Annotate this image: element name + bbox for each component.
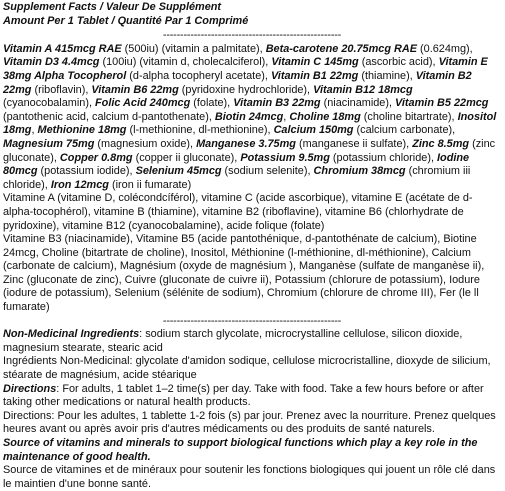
ingredient-name: Vitamin B1 22mg — [270, 69, 359, 82]
ingredient-name: Chromium 38mcg — [313, 165, 406, 178]
ingredient-name: Vitamin C 145mg — [271, 56, 359, 69]
ingredient-detail: , — [31, 124, 38, 137]
ingredient-name: Vitamin B3 22mg — [233, 97, 321, 110]
ingredient-name: Beta-carotene 20.75mcg RAE — [265, 42, 418, 55]
ingredient-detail: (iron ii fumarate) — [108, 178, 192, 191]
non-medicinal-french: Ingrédients Non-Medicinal: glycolate d'amidon sodique, cellulose microcristalline, dioxyde de silicium, stéarate de magnésium, acide stéarique — [3, 355, 491, 382]
ingredient-name: Zinc 8.5mg — [412, 137, 470, 150]
directions-english — [3, 383, 501, 410]
ingredient-detail: (500iu) (vitamin a palmitate), — [121, 42, 266, 55]
ingredient-detail: (pyridoxine hydrochloride), — [178, 83, 314, 96]
ingredient-name: Selenium 45mcg — [135, 165, 222, 178]
non-medicinal-text: : sodium starch glycolate, microcrystalline cellulose, silicon dioxide, magnesium stearate, stearic acid — [3, 328, 463, 354]
ingredient-detail: (potassium chloride), — [329, 151, 438, 164]
ingredient-name: Vitamin B6 22mg — [91, 83, 179, 96]
directions-label: Directions — [3, 382, 57, 395]
ingredient-detail: (manganese ii sulfate), — [295, 137, 413, 150]
ingredient-detail: (potassium iodide), — [37, 165, 136, 178]
ingredient-name: Iodine 80mcg — [3, 151, 470, 178]
ingredient-detail: (l-methionine, dl-methionine), — [126, 124, 274, 137]
divider-line-2: ---------------------------------------------------- — [162, 314, 342, 327]
directions-text: : For adults, 1 tablet 1–2 time(s) per day. Take with food. Take a few hours before or after taking other medications or natural health products. — [3, 382, 484, 409]
ingredient-name: Manganese 3.75mg — [196, 137, 296, 150]
ingredient-detail: (folate), — [190, 97, 234, 110]
directions-french: Directions: Pour les adultes, 1 tablette 1-2 fois (s) par jour. Prenez avec la nourriture. Prenez quelques heures avant ou après avoir pris d'autres médicaments ou des produits de santé naturels. — [3, 409, 496, 436]
ingredient-name: Iron 12mcg — [50, 178, 109, 191]
health-claim-english: Source of vitamins and minerals to support biological functions which play a key role in the maintenance of good health. — [3, 437, 478, 463]
ingredient-detail: (chromium iii chloride), — [3, 165, 471, 191]
ingredients-english — [3, 43, 501, 193]
ingredient-name: Inositol 18mg — [3, 110, 497, 137]
ingredient-name: Vitamin A 415mcg RAE — [3, 42, 122, 55]
ingredient-name: Vitamin E 38mg Alpha Tocopherol — [3, 56, 488, 82]
ingredient-name: Biotin 24mcg — [214, 110, 284, 123]
ingredient-detail: (zinc gluconate), — [3, 137, 496, 164]
ingredient-detail: (copper ii gluconate), — [132, 151, 241, 164]
ingredient-detail: (choline bitartrate), — [360, 110, 458, 123]
ingredient-detail: (ascorbic acid), — [358, 56, 439, 69]
ingredient-name: Potassium 9.5mg — [240, 151, 330, 164]
label-subtitle: Amount Per 1 Tablet / Quantité Par 1 Comprimé — [3, 14, 249, 27]
label-title: Supplement Facts / Valeur De Supplément — [3, 1, 222, 13]
ingredient-detail: (pantothenic acid, calcium d-pantothenate), — [3, 110, 215, 123]
ingredient-name: Copper 0.8mg — [59, 151, 133, 164]
ingredient-detail: (niacinamide), — [320, 97, 396, 110]
ingredient-name: Choline 18mg — [289, 110, 361, 123]
non-medicinal-label: Non-Medicinal Ingredients — [3, 328, 140, 341]
ingredient-name: Vitamin D3 4.4mcg — [3, 56, 100, 69]
ingredient-detail: (cyanocobalamin), — [3, 97, 96, 110]
ingredient-detail: (d-alpha tocopheryl acetate), — [126, 69, 271, 82]
ingredient-detail: (riboflavin), — [31, 83, 92, 96]
ingredient-detail: (thiamine), — [358, 69, 416, 82]
ingredient-detail: (sodium selenite), — [221, 165, 314, 178]
ingredient-detail: , — [283, 110, 290, 123]
ingredient-name: Vitamin B5 22mcg — [395, 97, 489, 110]
ingredient-name: Calcium 150mg — [273, 124, 354, 137]
ingredient-name: Vitamin B2 22mg — [3, 69, 472, 96]
health-claim-french: Source de vitamines et de minéraux pour soutenir les fonctions biologiques qui jouent un rôle clé dans le maintien d'une bonne santé. — [3, 464, 496, 490]
ingredient-name: Magnesium 75mg — [3, 137, 95, 150]
ingredient-name: Methionine 18mg — [37, 124, 127, 137]
ingredient-detail: (0.624mg), — [417, 42, 473, 55]
ingredient-name: Vitamin B12 18mcg — [313, 83, 413, 96]
divider-line: ---------------------------------------------------- — [162, 29, 342, 42]
non-medicinal-english — [3, 328, 501, 355]
ingredient-detail: (100iu) (vitamin d, cholecalciferol), — [99, 56, 272, 69]
ingredients-french-minerals: Vitamine B3 (niacinamide), Vitamine B5 (acide pantothénique, d-pantothénate de calcium), Biotine 24mcg, Choline (bitartrate de choline), Inositol, Méthionine (l-méthionine, dl-méthionine), Calcium (carbonate de calcium), Magnésium (oxyde de magnésium ), Manganèse (sulfate de manganèse ii), Zinc (gluconate de zinc), Cuivre (gluconate de cuivre ii), Potassium (chlorure de potassium), Iodure (iodure de potassium), Selenium (sélénite de sodium), Chromium (chlorure de chrome III), Fer (le ll fumarate) — [3, 233, 485, 314]
ingredient-name: Folic Acid 240mcg — [95, 97, 191, 110]
ingredient-detail: (calcium carbonate), — [353, 124, 456, 137]
ingredients-french-vitamins: Vitamine A (vitamine D, colécondcíférol), vitamine C (acide ascorbique), vitamine E (acétate de d-alpha-tocophérol), vitamine B (thiamine), vitamine B2 (riboflavine), vitamine B6 (chlorhydrate de pyridoxine), vitamine B12 (cyanocobalamine), acide folique (folate) — [3, 192, 473, 232]
ingredient-detail: (magnesium oxide), — [94, 137, 197, 150]
